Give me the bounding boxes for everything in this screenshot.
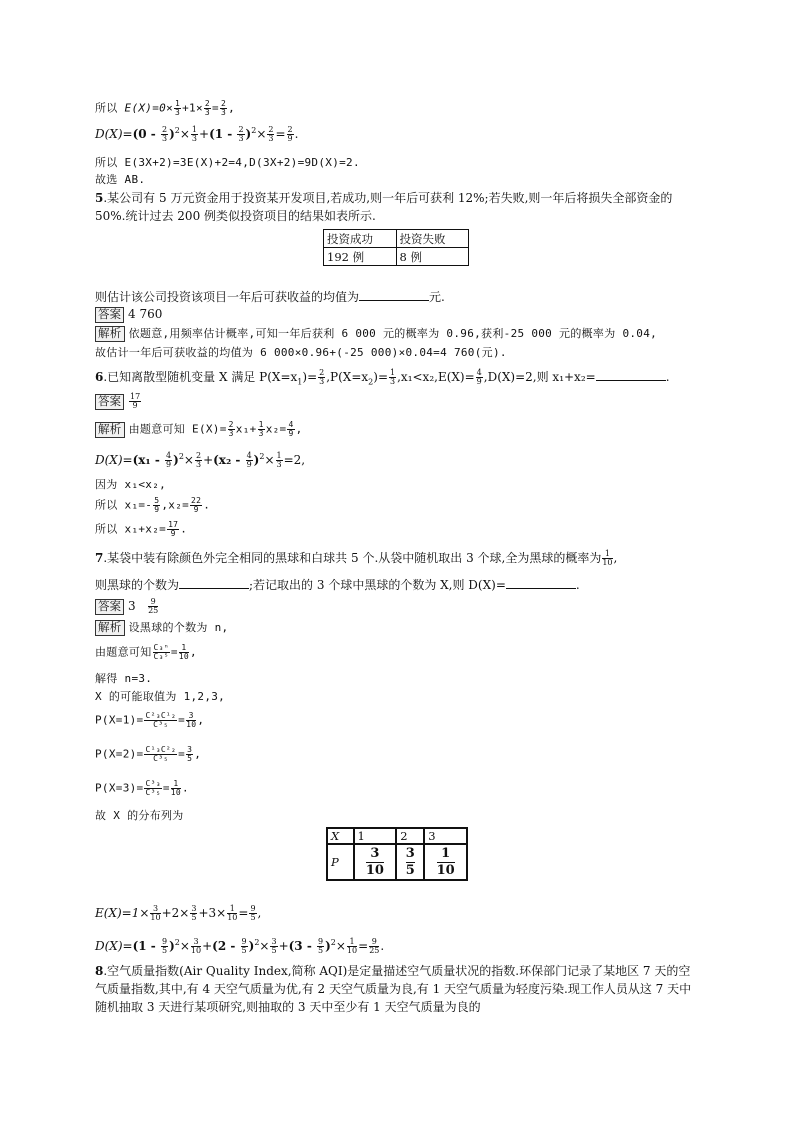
q8-number: 8 — [95, 964, 104, 978]
q5-answer: 答案 4 760 — [95, 306, 162, 323]
q7-analysis-3: 解得 n=3. — [95, 672, 153, 685]
dist-p-label: P — [327, 844, 354, 880]
q6-answer: 答案 $\frac{17}{9}$ — [95, 393, 142, 410]
dist-p-value: $\frac{1}{10}$ — [424, 844, 467, 880]
q7-answer: 答案 3 $\frac{9}{25}$ — [95, 598, 159, 615]
analysis-tag: 解析 — [95, 326, 125, 342]
q6-number: 6 — [95, 370, 104, 384]
dist-x-value: 2 — [396, 828, 424, 844]
q7-variance: D(X)=(1 - $\frac{9}{5}$ )$^2$× $\frac{3}{10}$ +(2 - $\frac{9}{5}$ )$^2$× $\frac{3}{5}$ +(3 - $\frac{9}{5}$ )$^2$× $\frac{1}{10}$ = $\frac{9}{25}$ . — [95, 937, 385, 955]
answer-tag: 答案 — [95, 394, 124, 410]
q6-analysis-4: 所以 x₁=- $\frac{5}{9}$ ,x₂= $\frac{22}{9}$ . — [95, 496, 211, 514]
answer-tag: 答案 — [95, 307, 124, 323]
q5-ask: 则估计该公司投资该项目一年后可获收益的均值为 元. — [95, 290, 445, 304]
dist-p-value: $\frac{3}{5}$ — [396, 844, 424, 880]
q7-analysis-p3: P(X=3)= $\frac{\text{C³₃}}{\text{C³₅}}$ = $\frac{1}{10}$ . — [95, 779, 189, 797]
q7-analysis-1: 解析 设黑球的个数为 n, — [95, 620, 228, 636]
q7-dist-intro: 故 X 的分布列为 — [95, 809, 184, 822]
q5-table-cell: 8 例 — [396, 248, 469, 266]
q5-table-header: 投资失败 — [396, 230, 469, 248]
q7-analysis-p2: P(X=2)= $\frac{\text{C¹₃C²₂}}{\text{C³₅}}$ = $\frac{3}{5}$ , — [95, 745, 202, 763]
q7-text-2: 则黑球的个数为 ;若记取出的 3 个球中黑球的个数为 X,则 D(X)= . — [95, 578, 580, 592]
q5-number: 5 — [95, 191, 104, 205]
q7-analysis-p1: P(X=1)= $\frac{\text{C²₃C¹₂}}{\text{C³₅}}$ = $\frac{3}{10}$ , — [95, 711, 205, 729]
dist-x-label: X — [327, 828, 354, 844]
q6-text: 6.已知离散型随机变量 X 满足 $P(X=x_1)=$ $\frac{2}{3}$ $,P(X=x_2)=$ $\frac{1}{3}$ ,x₁<x₂,E(X)= $\frac{4}{9}$ ,D(X)=2,则 x₁+x₂= . — [95, 368, 670, 387]
answer-blank — [179, 576, 249, 589]
q5-table-header: 投资成功 — [324, 230, 397, 248]
q8-text: 8.空气质量指数(Air Quality Index,简称 AQI)是定量描述空气质量状况的指数.环保部门记录了某地区 7 天的空气质量指数,其中,有 4 天空气质量为优,有 2 天空气质量为良,有 1 天空气质量为轻度污染.现工作人员从这 7 天中随机抽取 3 天进行某项研究,则抽取的 3 天中至少有 1 天空气质量为良的 — [95, 964, 692, 1014]
top-line-2: D(X)=(0 - $\frac{2}{3}$ )$^2$× $\frac{1}{3}$ +(1 - $\frac{2}{3}$ )$^2$× $\frac{2}{3}$ = $\frac{2}{9}$ . — [95, 125, 299, 143]
dist-p-value: $\frac{3}{10}$ — [354, 844, 397, 880]
q7-expectation: E(X)=1× $\frac{3}{10}$ +2× $\frac{3}{5}$ +3× $\frac{1}{10}$ = $\frac{9}{5}$ , — [95, 904, 262, 922]
analysis-tag: 解析 — [95, 620, 125, 636]
answer-blank — [359, 288, 429, 301]
top-line-4: 故选 AB. — [95, 173, 146, 186]
q7-number: 7 — [95, 551, 104, 565]
dist-x-value: 1 — [354, 828, 397, 844]
dist-x-value: 3 — [424, 828, 467, 844]
q5-text: 5.某公司有 5 万元资金用于投资某开发项目,若成功,则一年后可获利 12%;若失败,则一年后将损失全部资金的 50%.统计过去 200 例类似投资项目的结果如表所示. — [95, 191, 673, 223]
distribution-table — [326, 827, 468, 881]
q6-analysis-3: 因为 x₁<x₂, — [95, 478, 167, 491]
q5-analysis-1: 解析 依题意,用频率估计概率,可知一年后获利 6 000 元的概率为 0.96,获利-25 000 元的概率为 0.04, — [95, 326, 657, 342]
q7-analysis-2: 由题意可知 $\frac{\text{C₃ⁿ}}{\text{C₃⁵}}$ = $\frac{1}{10}$ , — [95, 643, 197, 661]
q6-analysis-5: 所以 x₁+x₂= $\frac{17}{9}$ . — [95, 520, 188, 538]
q5-table-cell: 192 例 — [324, 248, 397, 266]
q7-analysis-4: X 的可能取值为 1,2,3, — [95, 690, 226, 703]
q5-table — [323, 229, 469, 266]
q5-analysis-2: 故估计一年后可获收益的均值为 6 000×0.96+(-25 000)×0.04=4 760(元). — [95, 346, 507, 359]
q7-text-1: 7.某袋中装有除颜色外完全相同的黑球和白球共 5 个.从袋中随机取出 3 个球,全为黑球的概率为 $\frac{1}{10}$ , — [95, 549, 618, 567]
top-line-3: 所以 E(3X+2)=3E(X)+2=4,D(3X+2)=9D(X)=2. — [95, 156, 360, 169]
answer-tag: 答案 — [95, 599, 124, 615]
analysis-tag: 解析 — [95, 422, 125, 438]
q6-analysis-1: 解析 由题意可知 E(X)= $\frac{2}{3}$ x₁+ $\frac{1}{3}$ x₂= $\frac{4}{9}$ , — [95, 421, 303, 438]
answer-blank — [596, 368, 666, 381]
q6-analysis-2: D(X)=(x₁ - $\frac{4}{9}$ )$^2$× $\frac{2}{3}$ +(x₂ - $\frac{4}{9}$ )$^2$× $\frac{1}{3}$ =2, — [95, 451, 306, 469]
answer-blank — [506, 576, 576, 589]
top-line-1: 所以 E(X)=0× $\frac{1}{3}$ +1× $\frac{2}{3}$ = $\frac{2}{3}$ , — [95, 99, 236, 117]
